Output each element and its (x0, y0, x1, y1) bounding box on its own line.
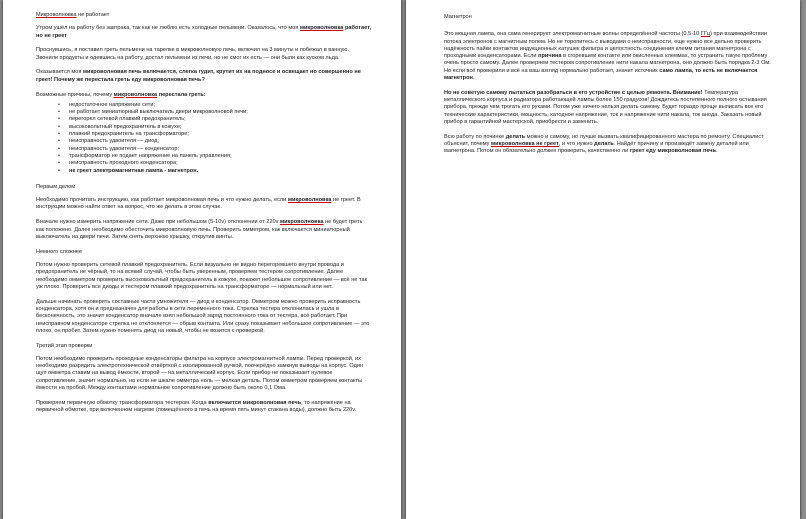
paragraph-voltage: Вначале нужно измерить напряжение сети. Даже при небольшом (5-10v) отклонении от 220v микроволновка не будет греть как положено. Далее необходимо обесточить микроволновую печь. Проверить омметром, как включается миниатюрный выключатель на двери печи. Затем снять верхнюю крышку, открутив винты. (36, 219, 363, 240)
list-item: • плавкий предохранитель на трансформаторе; (58, 131, 371, 138)
document-page-2 (406, 0, 800, 519)
list-item: • не греет электромагнитная лампа - магнетрон. (58, 168, 371, 175)
section-heading-harder: Немного сложнее (36, 248, 83, 255)
paragraph-warning: Но не советую самому пытаться разобраться в его устройстве с целью ремонта. Внимание! Температура металлического корпуса и радиатора работающей лампы более 150 градусов! Дождитесь постепенного полного остывания прибора, прежде чем трогать его руками. Потом уже ничего нельзя делать самому. Будет гораздо проще выписать все его технические характеристики, мощность, катодное напряжение, ток и напряжение нити накала, ток анода. Заказать новый прибор в гарантийной мастерской, приобрести и заменить. (444, 89, 767, 126)
paragraph-symptom: Оказывается моя микроволновая печь включается, слегка гудит, крутит их на подносе и освещает но совершенно не греет! Почему же перестала греть еду микроволновая печь? (36, 69, 361, 83)
document-page-1 (3, 0, 401, 519)
causes-heading: Возможные причины, почему микроволновка перестала греть: (36, 91, 206, 98)
paragraph-capacitors: Потом необходимо проверить проходные конденсаторы фильтра на корпусе электромагнитной лампы. Перед проверкой, их необходимо разрядить электротехнической отвёрткой с изолированной ручкой, поочерёдно замкнув выводы на корпус. Один щуп омметра ставим на вывод ёмкости, второй — на металлический корпус. Если прибор не показывает нулевое сопротивление, значит нормально, но если не шкале омметра ноль — мелкая деталь. Потом омметром проверяем контакты ёмкости на пробой. Между контактами нормальное сопротивление должно быть около 0,1 Ома. (36, 355, 364, 392)
section-heading-magnetron: Магнетрон (444, 14, 472, 20)
article-title: Микроволновка не работает (36, 12, 110, 18)
list-item: • перегорел сетевой плавкий предохранитель; (58, 116, 371, 123)
section-heading-third: Третий этап проверки (36, 342, 93, 349)
list-item: • высоковольтный предохранитель в кожухе; (58, 124, 371, 131)
section-heading-first: Первым делом (36, 183, 76, 190)
paragraph-instruction: Необходимо прочитать инструкцию, как работает микроволновая печь и что нужно делать, если микроволновка не греет. В инструкции можно найти ответ на вопрос, что же делать в этом случае. (36, 197, 361, 211)
causes-list (58, 102, 371, 175)
paragraph-magnetron: Это мощная лампа, она сама генерирует электромагнитные волны определённой частоты (0,5-10 ГГц) при взаимодействии потока электронов с магнитным полем. Но не торопитесь с выводами о неисправности, еще нужно все дельно проверить надёжность пайки контактов индукционных катушек фильтра и целостность соединения клемм питания магнетрона с проходными конденсаторами. Если причина в сгоревшем контакте или окисленных клеммах, то устранить такую проблему очень просто самому. Далее проверяем тестером сопротивление нити накала магнетрона, оно должно быть порядка 2-3 Ом. Но если всё проверили и всё на ваш взгляд нормально работает, значит источник само лампа, то есть не включается магнетрон. (444, 31, 771, 82)
list-item: • неисправность удвоителя — диод; (58, 138, 371, 145)
paragraph-transformer: Проверяем первичную обмотку трансформатора тестером. Когда включается микроволновая печь, то напряжение на первичной обмотке, при включенном нагреве (помещённого в печь на время пять минут стакана воды), должно быть 220v. (36, 399, 357, 414)
paragraph-fuse: Потом нужно проверить сетевой плавкий предохранитель. Если визуально не видно перегоревшего внутри провода и предохранитель не чёрный, то на всякий случай, чтобы быть уверенным, проверяем тестером сопротивление. Далее необходимо омметром проверить высоковольтный предохранитель в кожухе, покажет небольшое сопротивление — всё не так уж плохо. Проверить все диоды и тестером плавкий предохранитель на трансформаторе — нормальный или нет. (36, 261, 368, 290)
page-1-content (36, 12, 371, 422)
paragraph-intro: Утром ушёл на работу без завтрака, так как не люблю есть холодные пельмени. Оказалось, что моя микроволновка работает, но не греет (36, 25, 371, 39)
list-item: • неисправность удвоителя — конденсатор; (58, 146, 371, 153)
paragraph-conclusion: Всю работу по починке делать можно и самому, но лучше вызвать квалифицированного мастера по ремонту. Специалист объяснит, почему микроволновка не греет, и что нужно делать. Найдёт причину и произведёт замену деталей или магнетрона. Потом он обязательно должен проверить, качественно ли греет еду микроволновая печь. (444, 133, 764, 155)
list-item: • не работает миниатюрный выключатель двери микроволновой печи; (58, 109, 371, 116)
list-item: • трансформатор не подает напряжение на панель управления; (58, 153, 371, 160)
list-item: • неисправность проходного конденсатора; (58, 160, 371, 167)
list-item: • недостаточное напряжение сети; (58, 102, 371, 109)
paragraph-multiplier: Дальше начинать проверять составные части умножителя — диод и конденсатор. Омметром можно проверить исправность конденсатора, хотя он и предназначен для работы в сети переменного тока. Стрелка тестера отклонилась и ушла в бесконечность, это значит конденсатор вначале взял небольшой заряд постоянного тока от тестера, всё работает. При неисправном конденсаторе стрелка не отклоняется — обрыв контакта. Или сразу показывает небольшое сопротивление — это плохо, он пробит. Затем нужно поменять диод на новый, чтобы не возится с проверкой. (36, 298, 370, 334)
paragraph-morning: Проснувшись, я поставил греть пельмени на тарелке в микроволновую печь, включил на 3 минуты и побежал в ванную. Звонили продукты и одевшись на работу, достал пельмени из печи, но не смог их есть — они были как куском льда. (36, 47, 350, 61)
page-2-content (444, 14, 772, 163)
